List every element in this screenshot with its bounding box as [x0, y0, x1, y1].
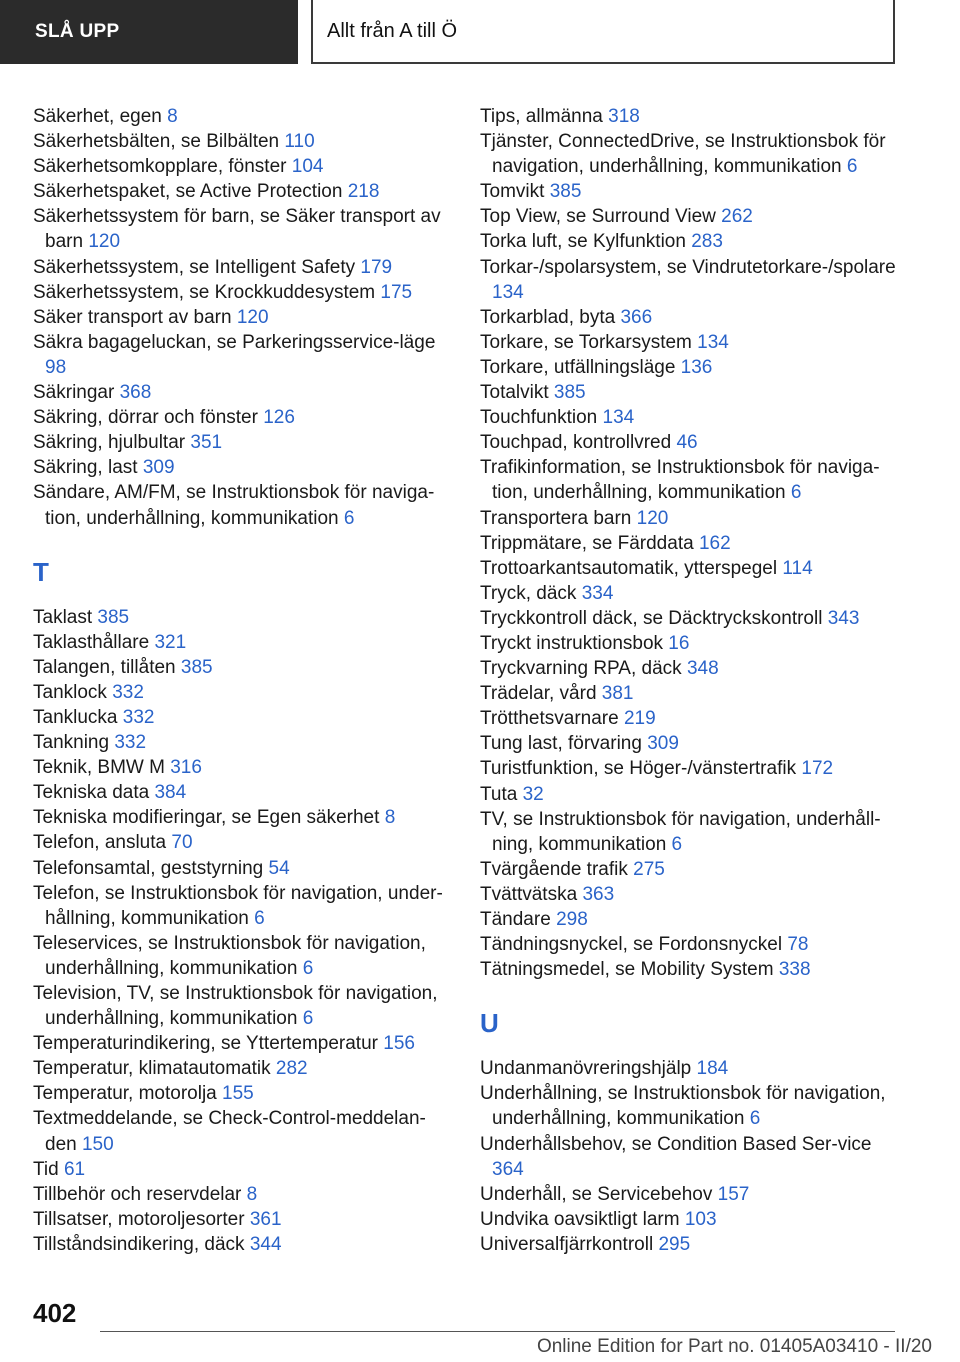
index-term: Trädelar, vård [480, 683, 597, 705]
page-link[interactable]: 120 [236, 306, 269, 328]
page-link[interactable]: 104 [291, 156, 324, 178]
index-entry [480, 556, 900, 581]
index-term: Tryckkontroll däck, se Däcktryckskontroll [480, 607, 823, 629]
page-link[interactable]: 134 [492, 281, 524, 303]
index-term: Tanklucka [33, 706, 118, 728]
index-term: Tekniska data [33, 782, 150, 804]
index-entry [33, 154, 453, 179]
index-term: Tillståndsindikering, däck [33, 1233, 245, 1255]
index-term: Television, TV, se Instruktionsbok för navigation, underhållning, kommunikation [33, 983, 438, 1030]
index-entry [480, 606, 900, 631]
index-term: Underhåll, se Servicebehov [480, 1183, 713, 1205]
page-link[interactable]: 332 [114, 732, 147, 754]
page-link[interactable]: 120 [636, 507, 669, 529]
index-entry [480, 807, 900, 857]
page-link[interactable]: 120 [88, 231, 121, 253]
index-list-t-continued [480, 104, 900, 982]
index-term: Talangen, tillåten [33, 656, 176, 678]
index-term: Säkring, hjulbultar [33, 432, 186, 454]
page-link[interactable]: 366 [620, 306, 653, 328]
page-link[interactable]: 184 [696, 1058, 729, 1080]
index-entry [33, 1106, 453, 1156]
index-term: Tryckvarning RPA, däck [480, 658, 682, 680]
page-link[interactable]: 54 [268, 857, 290, 879]
index-entry [480, 782, 900, 807]
page-link[interactable]: 78 [787, 934, 809, 956]
page-link[interactable]: 103 [684, 1208, 717, 1230]
index-term: Underhållning, se Instruktionsbok för navigation, underhållning, kommunikation [480, 1083, 886, 1130]
index-term: Telefon, ansluta [33, 832, 167, 854]
index-term: Säkerhetssystem, se Intelligent Safety [33, 256, 356, 278]
index-term: Tuta [480, 783, 518, 805]
index-term: Tillsatser, motoroljesorter [33, 1208, 245, 1230]
page-link[interactable]: 8 [384, 807, 396, 829]
index-entry [480, 932, 900, 957]
index-term: Tomvikt [480, 181, 545, 203]
index-entry [480, 204, 900, 229]
index-list-t [33, 605, 453, 1257]
index-term: Tjänster, ConnectedDrive, se Instruktionsbok för navigation, underhållning, kommunikation [480, 131, 886, 178]
footer-divider [100, 1331, 895, 1332]
index-entry [33, 881, 453, 931]
page-link[interactable]: 318 [608, 106, 640, 127]
index-entry [33, 805, 453, 830]
index-entry [33, 255, 453, 280]
index-term: Taklasthållare [33, 631, 150, 653]
page-link[interactable]: 6 [846, 156, 858, 178]
page-link[interactable]: 384 [154, 782, 187, 804]
index-entry [480, 104, 900, 129]
index-term: Säkringar [33, 382, 115, 404]
page-link[interactable]: 351 [190, 432, 223, 454]
page-link[interactable]: 309 [142, 457, 175, 479]
index-term: Underhållsbehov, se Condition Based Ser-vice [480, 1133, 872, 1155]
page-link[interactable]: 316 [170, 757, 202, 779]
page-link[interactable]: 150 [81, 1133, 114, 1155]
page-link[interactable]: 218 [347, 181, 380, 203]
index-entry [33, 856, 453, 881]
index-term: Tryck, däck [480, 582, 577, 604]
index-entry [480, 756, 900, 781]
page-link[interactable]: 385 [180, 656, 213, 678]
index-term: Trippmätare, se Färddata [480, 532, 694, 554]
index-term: Torka luft, se Kylfunktion [480, 231, 686, 253]
index-term: Universalfjärrkontroll [480, 1233, 654, 1255]
index-entry [480, 129, 900, 179]
page-link[interactable]: 134 [697, 331, 729, 353]
index-term: Säkring, last [33, 457, 138, 479]
index-entry [33, 455, 453, 480]
index-entry [33, 330, 453, 380]
index-term: Torkar-/spolarsystem, se Vindrutetorkare-/spolare [480, 256, 896, 278]
page-link[interactable]: 363 [582, 883, 615, 905]
index-entry [480, 681, 900, 706]
index-entry [480, 380, 900, 405]
index-entry [480, 255, 900, 305]
index-entry [480, 957, 900, 982]
page-link[interactable]: 8 [167, 106, 178, 127]
index-entry [480, 731, 900, 756]
index-term: Trottoarkantsautomatik, ytterspegel [480, 557, 778, 579]
page-link[interactable]: 6 [302, 957, 314, 979]
index-entry [33, 1182, 453, 1207]
index-entry [33, 204, 453, 254]
index-entry [33, 1056, 453, 1081]
index-term: Telefonsamtal, geststyrning [33, 857, 264, 879]
page-link[interactable]: 134 [602, 407, 635, 429]
section-tab-label[interactable]: SLÅ UPP [35, 21, 120, 42]
page-link[interactable]: 6 [790, 482, 802, 504]
page-link[interactable]: 385 [553, 382, 586, 404]
index-term: Säkerhetspaket, se Active Protection [33, 181, 343, 203]
page-link[interactable]: 61 [63, 1158, 86, 1180]
index-entry [480, 1232, 900, 1257]
index-term: Torkarblad, byta [480, 306, 616, 328]
page-link[interactable]: 6 [749, 1108, 761, 1130]
index-term: Trötthetsvarnare [480, 708, 619, 730]
index-entry [33, 405, 453, 430]
page-link[interactable]: 368 [119, 382, 152, 404]
page-link[interactable]: 156 [383, 1033, 415, 1055]
page-link[interactable]: 385 [97, 606, 130, 628]
page-link[interactable]: 110 [284, 131, 315, 153]
page-number: 402 [33, 1298, 77, 1328]
index-term: Säkerhetsbälten, se Bilbälten [33, 131, 280, 153]
page-link[interactable]: 32 [522, 783, 544, 805]
page-link[interactable]: 344 [249, 1233, 282, 1255]
page-link[interactable]: 282 [275, 1058, 308, 1080]
index-term: Temperatur, klimatautomatik [33, 1058, 271, 1080]
index-term: Tips, allmänna [480, 106, 603, 127]
chapter-header [311, 0, 895, 64]
page-link[interactable]: 298 [556, 909, 588, 930]
index-entry [480, 430, 900, 455]
index-entry [33, 680, 453, 705]
index-entry [480, 656, 900, 681]
index-entry [33, 1207, 453, 1232]
page-link[interactable]: 16 [668, 632, 690, 654]
index-term: Transportera barn [480, 507, 632, 529]
index-entry [33, 1031, 453, 1056]
footer-edition: Online Edition for Part no. 01405A03410 - II/20 [536, 1336, 932, 1357]
index-entry [33, 104, 453, 129]
index-entry [33, 380, 453, 405]
page-link[interactable]: 172 [801, 758, 834, 780]
page-link[interactable]: 6 [343, 507, 355, 529]
index-term: Tillbehör och reservdelar [33, 1183, 242, 1205]
index-entry [480, 305, 900, 330]
index-column-left [33, 104, 453, 1257]
index-term: Tvättvätska [480, 883, 578, 905]
index-entry [33, 480, 453, 530]
index-term: Säkerhet, egen [33, 106, 162, 127]
index-term: Trafikinformation, se Instruktionsbok för naviga-tion, underhållning, kommunikation [480, 457, 880, 504]
index-entry [480, 1182, 900, 1207]
index-entry [480, 330, 900, 355]
index-column-right [480, 104, 900, 1257]
page-link[interactable]: 6 [254, 907, 265, 929]
page-link[interactable]: 8 [246, 1183, 258, 1205]
page-link[interactable]: 155 [222, 1083, 254, 1105]
index-entry [480, 706, 900, 731]
page-link[interactable]: 126 [263, 407, 295, 429]
index-entry [33, 755, 453, 780]
page-link[interactable]: 381 [601, 683, 634, 705]
index-entry [33, 1232, 453, 1257]
page-link[interactable]: 332 [122, 706, 155, 728]
section-tab[interactable] [0, 0, 298, 64]
index-entry [480, 506, 900, 531]
index-term: Tung last, förvaring [480, 733, 642, 755]
index-term: Teleservices, se Instruktionsbok för navigation, underhållning, kommunikation [33, 932, 426, 979]
index-term: Top View, se Surround View [480, 206, 716, 228]
index-term: Tätningsmedel, se Mobility System [480, 959, 774, 981]
index-entry [480, 882, 900, 907]
index-term: Tankning [33, 732, 110, 754]
page-link[interactable]: 157 [717, 1183, 750, 1205]
page-link[interactable]: 219 [623, 708, 656, 730]
index-term: Tanklock [33, 681, 107, 703]
index-term: Tid [33, 1158, 59, 1180]
index-entry [33, 705, 453, 730]
index-entry [480, 405, 900, 430]
index-entry [33, 931, 453, 981]
index-entry [33, 981, 453, 1031]
index-term: Säkring, dörrar och fönster [33, 407, 258, 429]
page-link[interactable]: 6 [302, 1008, 314, 1030]
index-entry [33, 780, 453, 805]
index-entry [33, 1081, 453, 1106]
index-entry [33, 1157, 453, 1182]
index-entry [480, 581, 900, 606]
index-entry [480, 229, 900, 254]
page-link[interactable]: 179 [360, 256, 393, 278]
index-list-u [480, 1056, 900, 1257]
index-entry [480, 1207, 900, 1232]
index-entry [33, 179, 453, 204]
page-link[interactable]: 334 [581, 582, 614, 604]
index-term: Säkerhetssystem, se Krockkuddesystem [33, 281, 376, 303]
page-link[interactable]: 262 [721, 206, 753, 228]
index-entry [33, 305, 453, 330]
page-link[interactable]: 136 [680, 356, 713, 378]
page-link[interactable]: 275 [633, 858, 665, 880]
page-link[interactable]: 348 [686, 658, 719, 680]
index-entry [33, 129, 453, 154]
index-term: Undvika oavsiktligt larm [480, 1208, 680, 1230]
index-term: Temperaturindikering, se Yttertemperatur [33, 1033, 378, 1055]
index-entry [480, 355, 900, 380]
page-link[interactable]: 162 [698, 532, 731, 554]
index-entry [480, 631, 900, 656]
page-link[interactable]: 295 [658, 1233, 691, 1255]
index-term: Teknik, BMW M [33, 757, 165, 779]
index-entry [33, 605, 453, 630]
page-link[interactable]: 338 [778, 959, 811, 981]
page-link[interactable]: 6 [671, 833, 683, 855]
page-link[interactable]: 309 [647, 733, 679, 755]
page-link[interactable]: 46 [676, 432, 698, 454]
index-term: Säker transport av barn [33, 306, 232, 328]
index-term: Säkra bagageluckan, se Parkeringsservice-läge [33, 331, 436, 353]
page-link[interactable]: 70 [171, 832, 193, 854]
index-term: Touchfunktion [480, 407, 598, 429]
index-term: Touchpad, kontrollvred [480, 432, 672, 454]
index-term: Torkare, utfällningsläge [480, 356, 676, 378]
index-entry [480, 179, 900, 204]
index-entry [33, 655, 453, 680]
page-link[interactable]: 283 [691, 231, 723, 253]
page-link[interactable]: 175 [380, 281, 413, 303]
index-term: Taklast [33, 606, 93, 628]
page-link[interactable]: 361 [249, 1208, 282, 1230]
index-list-s [33, 104, 453, 531]
index-entry [480, 1132, 900, 1182]
index-term: Sändare, AM/FM, se Instruktionsbok för naviga-tion, underhållning, kommunikation [33, 482, 435, 529]
index-term: Tvärgående trafik [480, 858, 628, 880]
letter-heading-t: T [33, 556, 49, 587]
index-term: Totalvikt [480, 382, 549, 404]
index-term: TV, se Instruktionsbok för navigation, underhåll-ning, kommunikation [480, 808, 881, 855]
index-term: Tändningsnyckel, se Fordonsnyckel [480, 934, 783, 956]
index-term: Turistfunktion, se Höger-/vänstertrafik [480, 758, 797, 780]
letter-heading-u: U [480, 1008, 499, 1039]
page-link[interactable]: 114 [782, 557, 813, 579]
index-term: Tändare [480, 909, 551, 930]
chapter-title: Allt från A till Ö [327, 19, 458, 42]
index-term: Textmeddelande, se Check-Control-meddelan-den [33, 1108, 426, 1155]
index-term: Säkerhetssystem för barn, se Säker transport av barn [33, 206, 441, 253]
index-entry [33, 730, 453, 755]
index-entry [480, 455, 900, 505]
index-entry [480, 907, 900, 932]
index-entry [33, 280, 453, 305]
index-entry [480, 531, 900, 556]
index-entry [480, 857, 900, 882]
index-term: Temperatur, motorolja [33, 1083, 217, 1105]
page-link[interactable]: 332 [112, 681, 144, 703]
index-term: Telefon, se Instruktionsbok för navigation, under-hållning, kommunikation [33, 882, 443, 929]
index-term: Säkerhetsomkopplare, fönster [33, 156, 287, 178]
index-entry [480, 1056, 900, 1081]
index-term: Tryckt instruktionsbok [480, 632, 664, 654]
index-term: Undanmanövreringshjälp [480, 1058, 692, 1080]
index-entry [33, 830, 453, 855]
page-link[interactable]: 98 [45, 356, 67, 378]
index-entry [33, 630, 453, 655]
page-link[interactable]: 343 [827, 607, 860, 629]
index-term: Torkare, se Torkarsystem [480, 331, 692, 353]
page-link[interactable]: 364 [492, 1158, 524, 1180]
index-entry [480, 1081, 900, 1131]
index-entry [33, 430, 453, 455]
page-link[interactable]: 321 [154, 631, 187, 653]
page-link[interactable]: 385 [549, 181, 582, 203]
index-term: Tekniska modifieringar, se Egen säkerhet [33, 807, 380, 829]
